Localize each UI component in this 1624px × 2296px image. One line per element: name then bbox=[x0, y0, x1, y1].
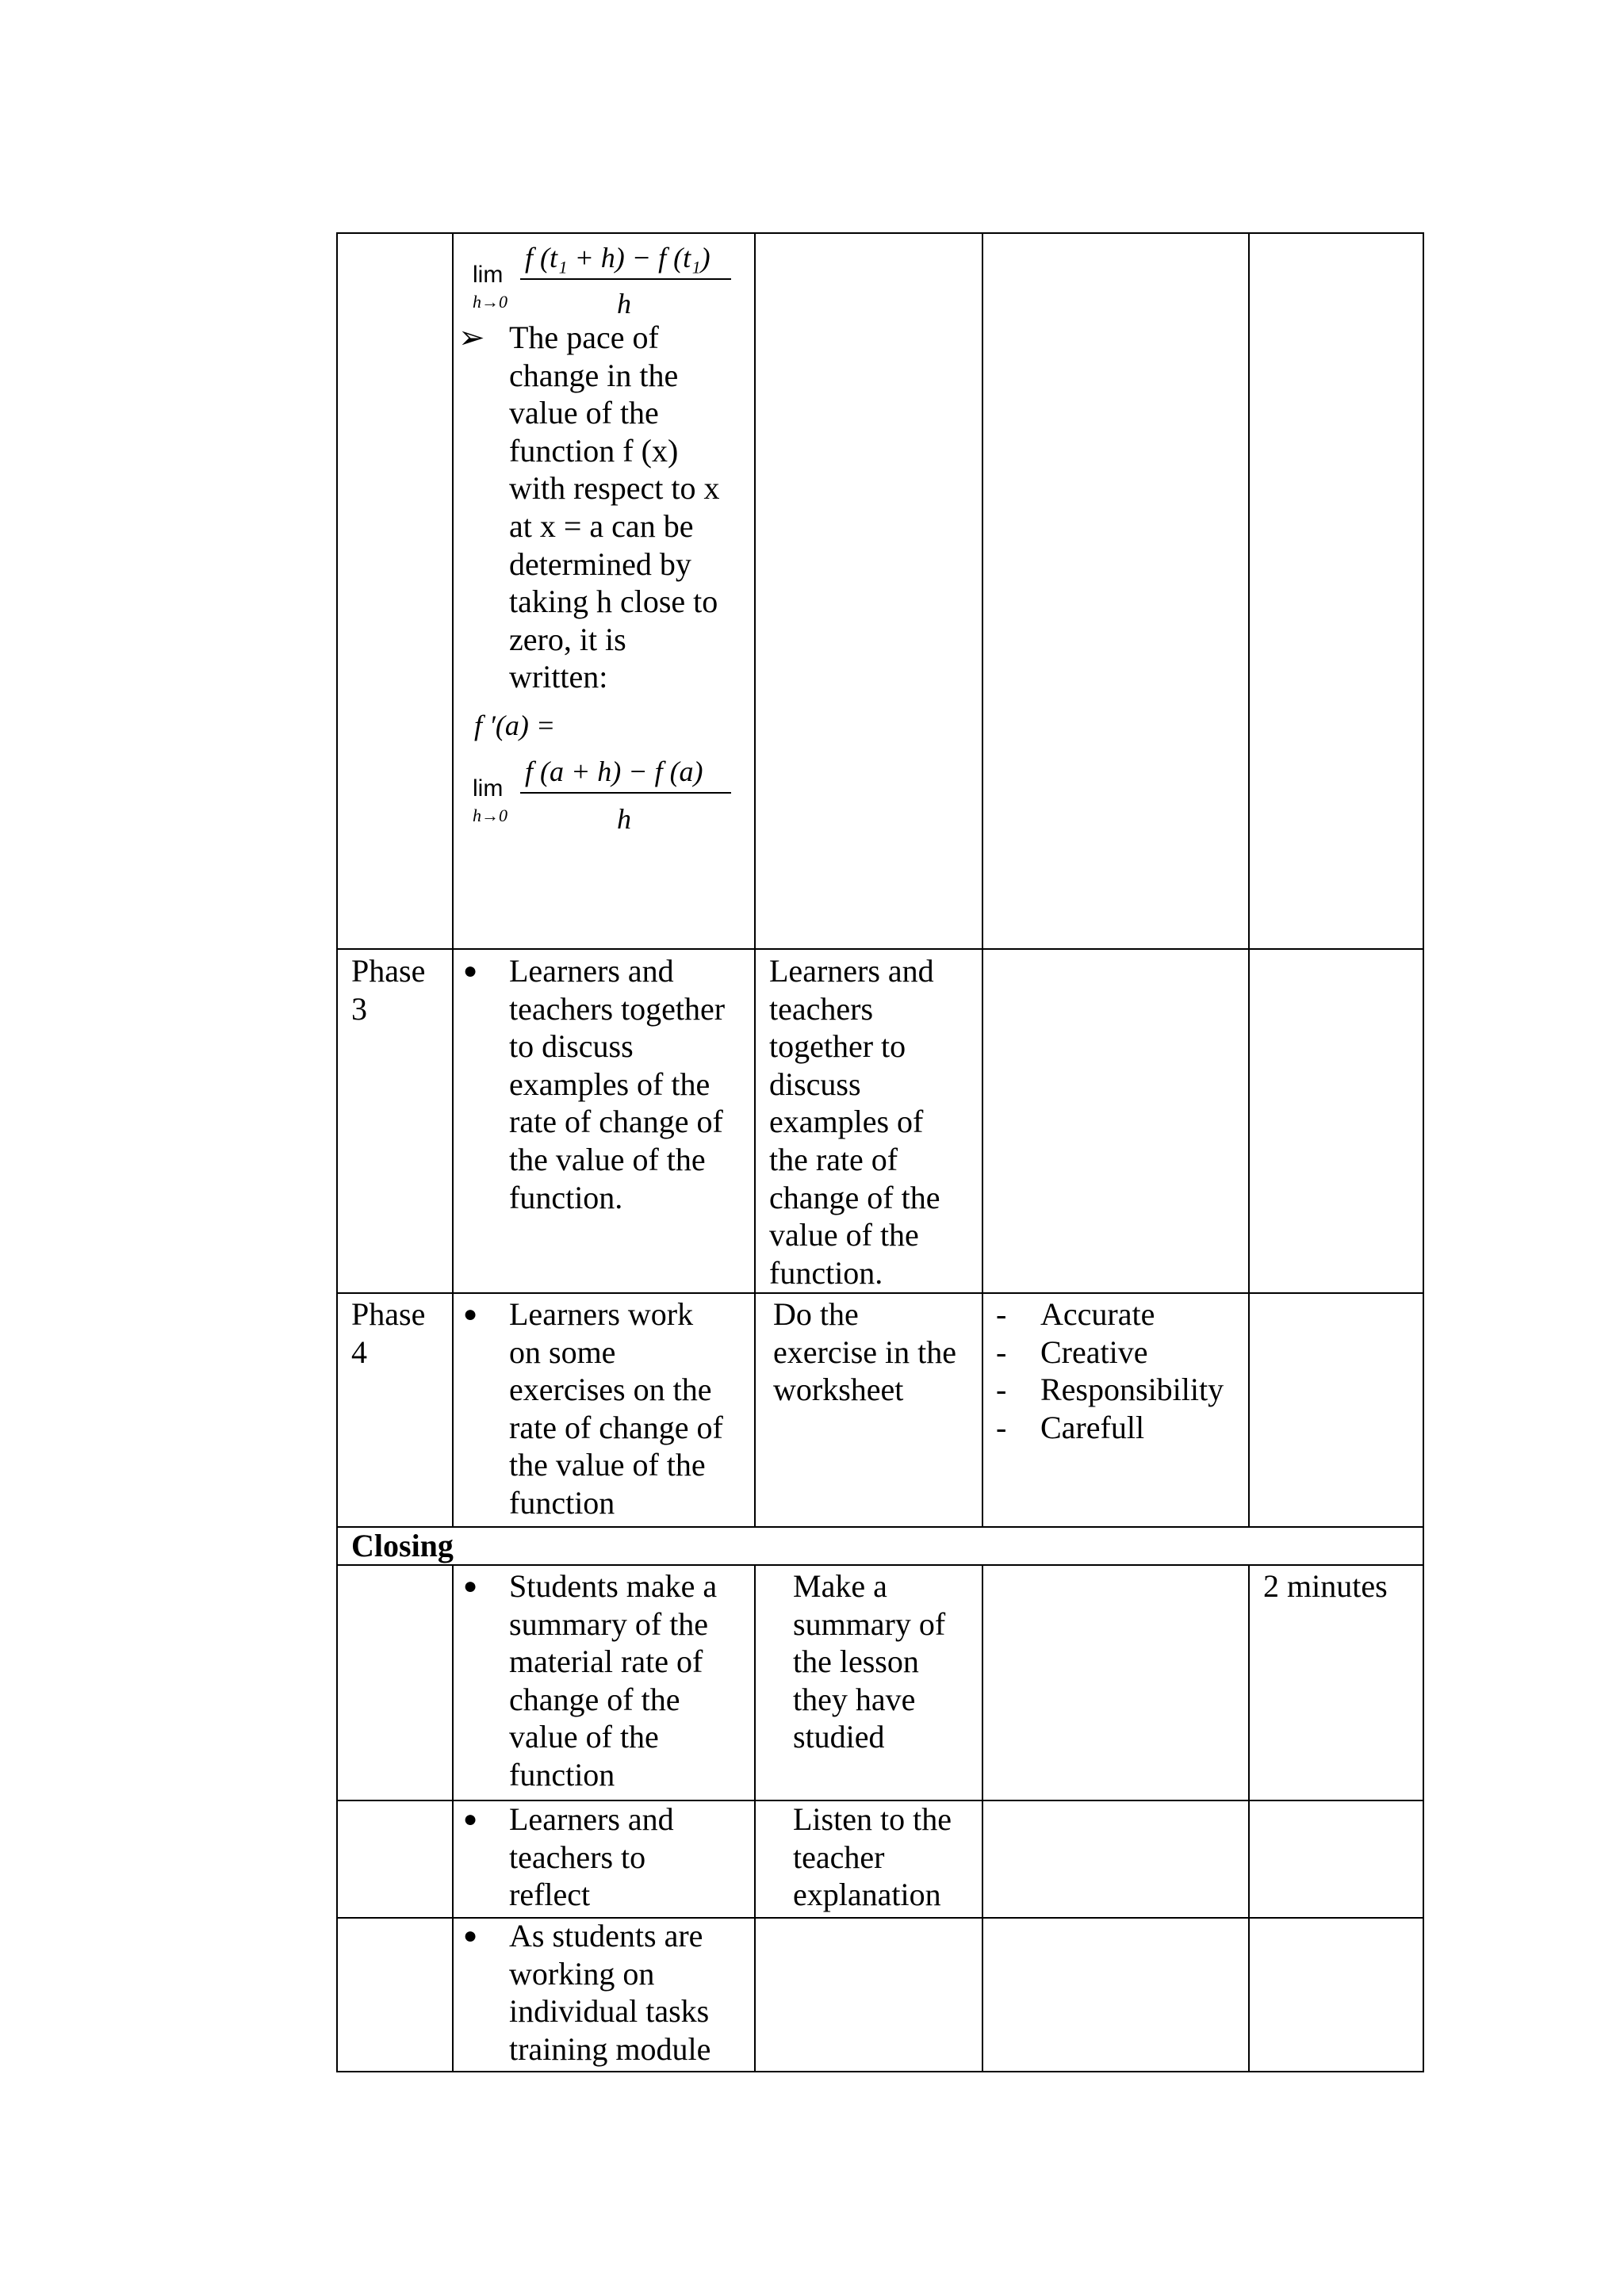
phase-label: Phase bbox=[351, 1296, 426, 1332]
learner-line: Listen to the bbox=[793, 1801, 952, 1837]
dash-marker: - bbox=[996, 1409, 1007, 1445]
activity-line: value of the bbox=[509, 1719, 659, 1755]
learner-line: change of the bbox=[769, 1179, 940, 1215]
activity-line: function bbox=[509, 1485, 615, 1521]
learner-line: teacher bbox=[793, 1839, 885, 1875]
pace-line: change in the bbox=[509, 357, 679, 393]
column-divider bbox=[1248, 1564, 1250, 2072]
fraction-bar bbox=[520, 792, 731, 794]
column-divider bbox=[754, 232, 756, 1528]
learner-line: explanation bbox=[793, 1877, 941, 1913]
learner-line: Make a bbox=[793, 1568, 887, 1604]
activity-line: As students are bbox=[509, 1918, 703, 1954]
column-divider bbox=[982, 232, 983, 1528]
pace-line: determined by bbox=[509, 545, 691, 582]
learner-line: the lesson bbox=[793, 1644, 919, 1680]
table-border-left bbox=[336, 232, 338, 2072]
activity-line: the value of the bbox=[509, 1142, 706, 1177]
row-divider bbox=[336, 1564, 1424, 1566]
dot-bullet-icon: ● bbox=[463, 958, 478, 984]
activity-line: Students make a bbox=[509, 1568, 718, 1604]
pace-line: with respect to x bbox=[509, 470, 720, 507]
value-item: Carefull bbox=[1040, 1409, 1145, 1445]
arrow-bullet-icon: ➢ bbox=[458, 320, 485, 355]
column-divider bbox=[452, 1564, 454, 2072]
activity-line: Learners and bbox=[509, 953, 674, 989]
column-divider bbox=[1248, 232, 1250, 1528]
pace-line: written: bbox=[509, 659, 608, 695]
table-border-bottom bbox=[336, 2071, 1424, 2072]
formula-numerator: f (a + h) − f (a) bbox=[525, 756, 703, 787]
row-divider bbox=[336, 1526, 1424, 1528]
limit-label: lim bbox=[473, 775, 504, 802]
learner-line: Learners and bbox=[769, 953, 934, 989]
activity-line: function. bbox=[509, 1179, 623, 1215]
learner-line: worksheet bbox=[773, 1372, 904, 1408]
activity-line: teachers together bbox=[509, 990, 726, 1027]
column-divider bbox=[982, 1564, 983, 2072]
learner-line: teachers bbox=[769, 990, 874, 1027]
pace-line: taking h close to bbox=[509, 584, 718, 620]
phase-number: 3 bbox=[351, 990, 367, 1027]
activity-line: teachers to bbox=[509, 1839, 646, 1875]
learner-line: discuss bbox=[769, 1066, 861, 1102]
formula-numerator: f (t₁ + h) − f (t₁) bbox=[525, 242, 710, 274]
limit-subscript: h→0 bbox=[473, 292, 508, 312]
learner-line: Do the bbox=[773, 1296, 859, 1332]
value-item: Creative bbox=[1040, 1334, 1148, 1370]
dot-bullet-icon: ● bbox=[463, 1573, 478, 1599]
dot-bullet-icon: ● bbox=[463, 1923, 478, 1949]
learner-line: summary of bbox=[793, 1605, 946, 1642]
activity-line: material rate of bbox=[509, 1644, 703, 1680]
activity-line: training module bbox=[509, 2030, 711, 2067]
row-divider bbox=[336, 948, 1424, 950]
time-allocation: 2 minutes bbox=[1263, 1568, 1388, 1604]
activity-line: rate of change of bbox=[509, 1409, 723, 1445]
row-divider bbox=[336, 1917, 1424, 1919]
value-item: Accurate bbox=[1040, 1296, 1155, 1332]
phase-label: Phase bbox=[351, 953, 426, 989]
learner-line: examples of bbox=[769, 1104, 924, 1140]
activity-line: reflect bbox=[509, 1877, 591, 1913]
formula-denominator: h bbox=[617, 288, 631, 320]
table-border-right bbox=[1423, 232, 1424, 2072]
activity-line: function bbox=[509, 1757, 615, 1793]
activity-line: to discuss bbox=[509, 1028, 634, 1065]
learner-line: together to bbox=[769, 1028, 906, 1065]
activity-line: individual tasks bbox=[509, 1993, 710, 2030]
row-divider bbox=[336, 1292, 1424, 1294]
dot-bullet-icon: ● bbox=[463, 1301, 478, 1327]
activity-line: on some bbox=[509, 1334, 616, 1370]
table-border-top bbox=[336, 232, 1424, 234]
dash-marker: - bbox=[996, 1296, 1007, 1332]
pace-line: function f (x) bbox=[509, 432, 679, 469]
learner-line: value of the bbox=[769, 1217, 919, 1253]
derivative-lhs: f ′(a) = bbox=[474, 710, 556, 741]
column-divider bbox=[452, 232, 454, 1528]
dash-marker: - bbox=[996, 1334, 1007, 1370]
activity-line: examples of the bbox=[509, 1066, 710, 1102]
activity-line: the value of the bbox=[509, 1447, 706, 1483]
dot-bullet-icon: ● bbox=[463, 1806, 478, 1832]
activity-line: working on bbox=[509, 1955, 655, 1992]
fraction-bar bbox=[520, 278, 731, 280]
value-item: Responsibility bbox=[1040, 1372, 1224, 1408]
closing-heading: Closing bbox=[351, 1528, 454, 1563]
pace-line: zero, it is bbox=[509, 621, 626, 657]
column-divider bbox=[754, 1564, 756, 2072]
learner-line: they have bbox=[793, 1681, 916, 1717]
learner-line: exercise in the bbox=[773, 1334, 956, 1370]
pace-line: at x = a can be bbox=[509, 508, 694, 544]
activity-line: summary of the bbox=[509, 1605, 709, 1642]
activity-line: exercises on the bbox=[509, 1372, 712, 1408]
activity-line: rate of change of bbox=[509, 1104, 723, 1140]
learner-line: function. bbox=[769, 1254, 883, 1291]
limit-subscript: h→0 bbox=[473, 806, 508, 825]
formula-denominator: h bbox=[617, 803, 631, 835]
activity-line: Learners and bbox=[509, 1801, 674, 1837]
activity-line: Learners work bbox=[509, 1296, 694, 1332]
learner-line: studied bbox=[793, 1719, 885, 1755]
limit-label: lim bbox=[473, 262, 504, 288]
pace-line: The pace of bbox=[509, 320, 659, 355]
learner-line: the rate of bbox=[769, 1142, 898, 1177]
phase-number: 4 bbox=[351, 1334, 367, 1370]
activity-line: change of the bbox=[509, 1681, 680, 1717]
dash-marker: - bbox=[996, 1372, 1007, 1408]
pace-line: value of the bbox=[509, 395, 659, 431]
